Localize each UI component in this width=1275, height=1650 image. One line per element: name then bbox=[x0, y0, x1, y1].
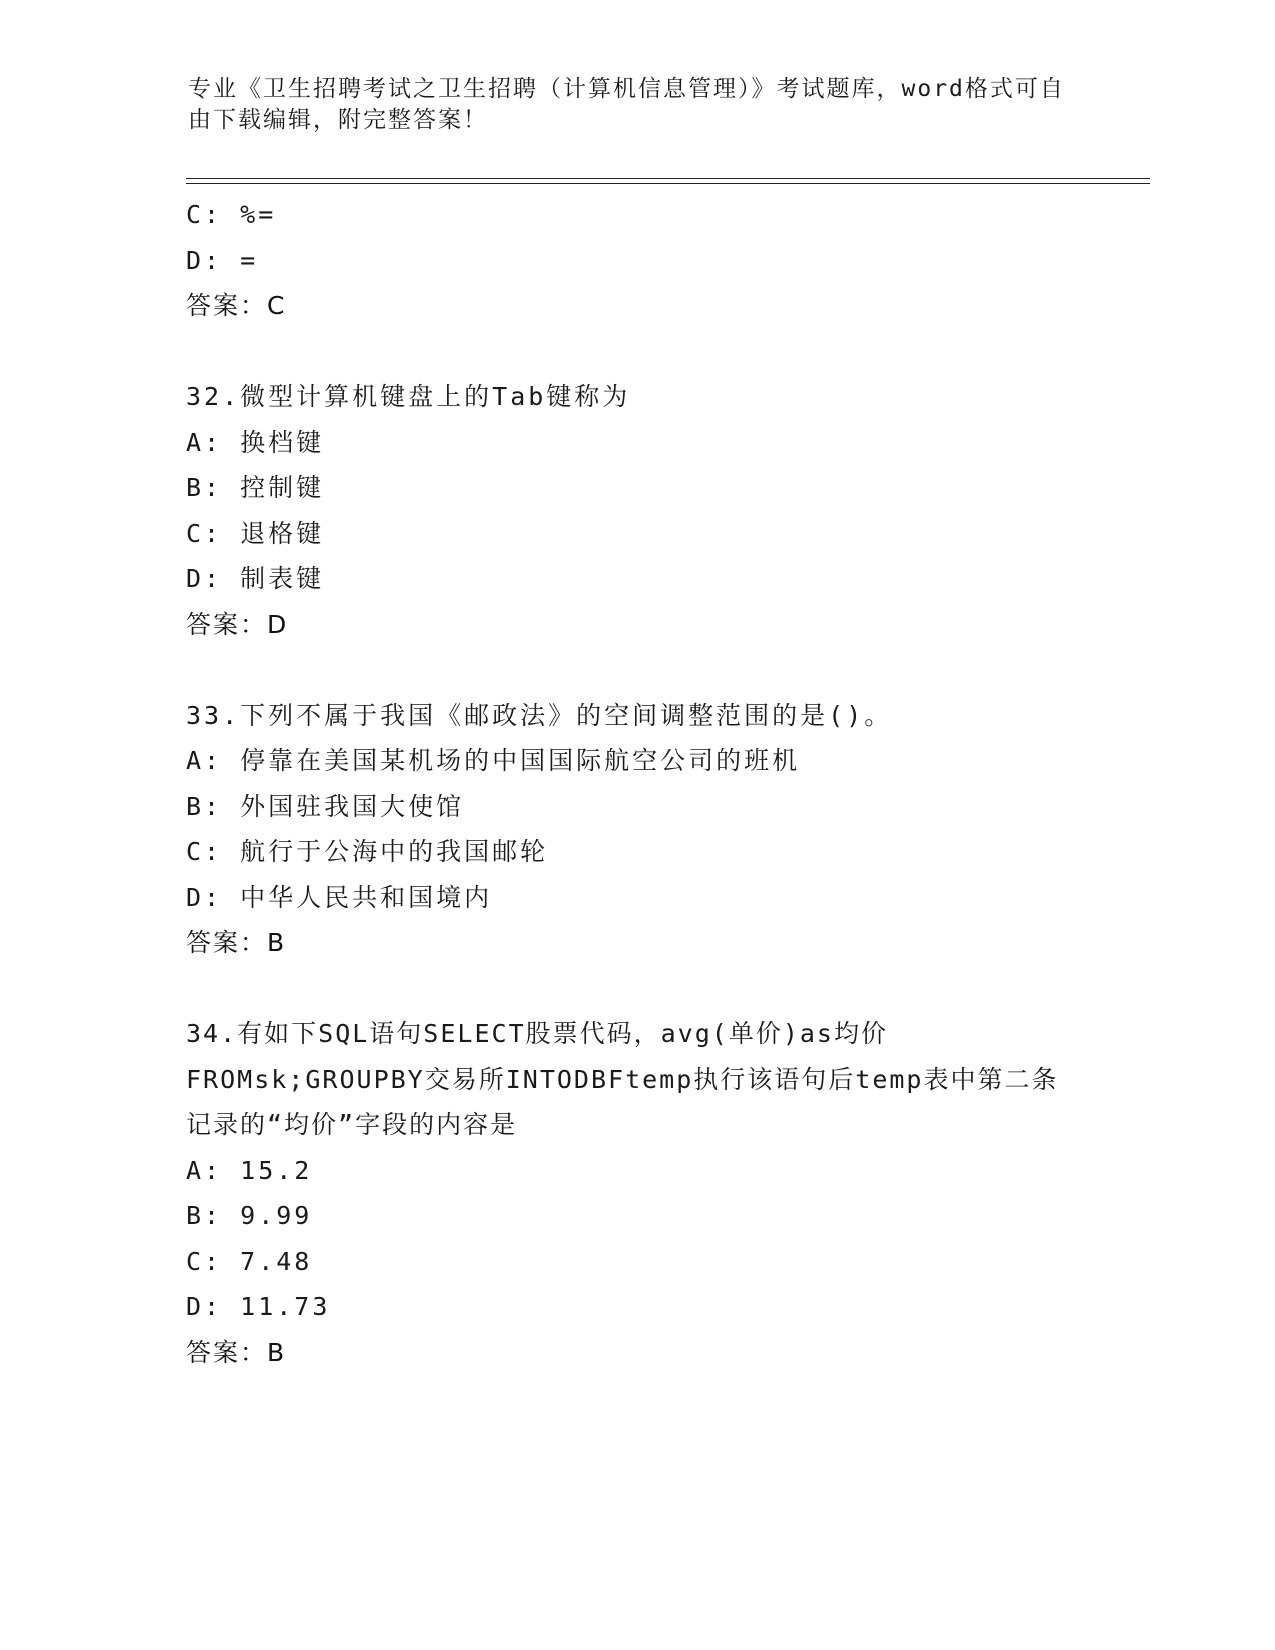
option-d: D: 制表键 bbox=[186, 564, 325, 593]
question-34 bbox=[186, 1011, 1106, 1375]
answer: 答案：C bbox=[186, 291, 287, 320]
answer: 答案：B bbox=[186, 928, 287, 957]
option-b: B: 9.99 bbox=[186, 1201, 313, 1230]
option-a: A: 15.2 bbox=[186, 1155, 313, 1185]
option-d: D: 11.73 bbox=[186, 1292, 331, 1321]
question-stem: 32.微型计算机键盘上的Tab键称为 bbox=[186, 382, 631, 411]
answer: 答案：B bbox=[186, 1337, 287, 1367]
option-c: C: 退格键 bbox=[186, 518, 325, 548]
question-stem: 33.下列不属于我国《邮政法》的空间调整范围的是()。 bbox=[186, 700, 893, 730]
header-rule-bottom bbox=[186, 183, 1150, 184]
question-32 bbox=[186, 374, 1106, 647]
option-c: C: 航行于公海中的我国邮轮 bbox=[186, 837, 549, 866]
option-a: A: 停靠在美国某机场的中国国际航空公司的班机 bbox=[186, 746, 801, 775]
question-list bbox=[186, 192, 1106, 1375]
header-rule-top bbox=[186, 178, 1150, 179]
question-stem: 34.有如下SQL语句SELECT股票代码，avg(单价)as均价FROMsk;GROUPBY交易所INTODBFtemp执行该语句后temp表中第二条记录的“均价”字段的内容是 bbox=[186, 1019, 1059, 1139]
question-31-tail bbox=[186, 192, 1106, 329]
option-b: B: 外国驻我国大使馆 bbox=[186, 791, 465, 821]
answer: 答案：D bbox=[186, 609, 289, 639]
option-c: C: 7.48 bbox=[186, 1246, 313, 1276]
option-a: A: 换档键 bbox=[186, 427, 325, 457]
document-header: 专业《卫生招聘考试之卫生招聘（计算机信息管理）》考试题库，word格式可自由下载编辑，附完整答案！ bbox=[188, 76, 1065, 133]
option-d: D: 中华人民共和国境内 bbox=[186, 882, 493, 912]
question-33 bbox=[186, 693, 1106, 966]
option-c: C: %= bbox=[186, 200, 277, 229]
option-d: D: = bbox=[186, 245, 259, 275]
option-b: B: 控制键 bbox=[186, 473, 325, 502]
